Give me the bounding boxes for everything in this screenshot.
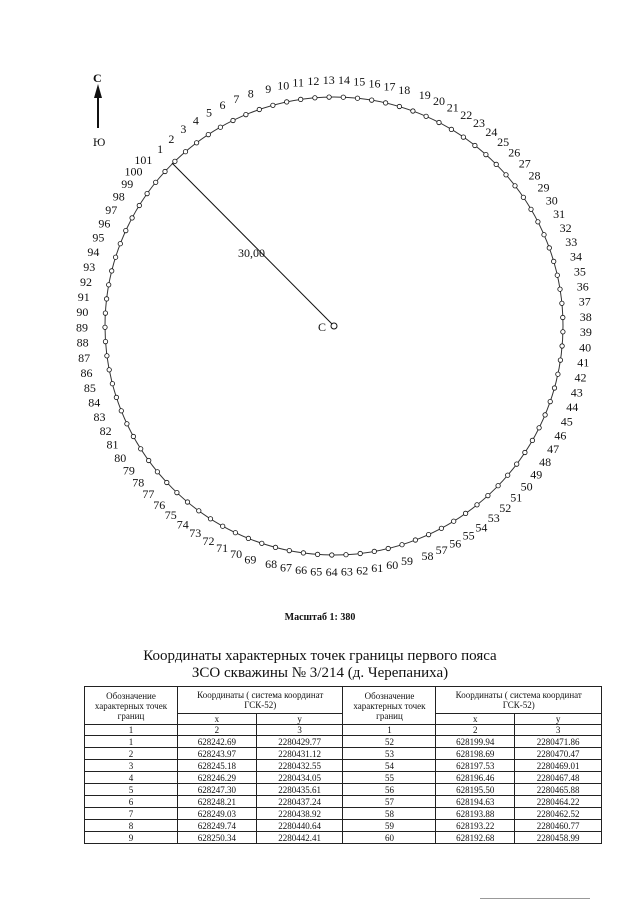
boundary-point: [165, 480, 169, 484]
boundary-point-label: 85: [83, 381, 96, 395]
cell-y: 2280470.47: [515, 748, 602, 760]
boundary-point-label: 86: [80, 366, 93, 381]
boundary-point: [452, 519, 456, 523]
boundary-point-label: 88: [76, 335, 89, 350]
boundary-point: [543, 413, 547, 417]
boundary-point: [529, 207, 533, 211]
cell-y: 2280460.77: [515, 820, 602, 832]
boundary-point: [537, 426, 541, 430]
boundary-point-label: 64: [325, 565, 338, 579]
boundary-point: [208, 517, 212, 521]
boundary-point-label: 11: [292, 75, 304, 90]
boundary-point-label: 29: [537, 180, 550, 195]
boundary-point: [197, 509, 201, 513]
boundary-point: [107, 283, 111, 287]
col-num-3b: 3: [515, 725, 602, 736]
col-num-2b: 2: [436, 725, 515, 736]
boundary-point-label: 32: [559, 220, 572, 235]
boundary-point-label: 71: [216, 541, 229, 555]
boundary-point: [118, 242, 122, 246]
cell-point: 8: [85, 820, 178, 832]
col-num-3: 3: [256, 725, 343, 736]
col-coords-header-2: Координаты ( система координат ГСК-52): [436, 687, 602, 714]
boundary-point-label: 66: [295, 562, 308, 577]
cell-y: 2280431.12: [256, 748, 343, 760]
col-point-header-2: Обозначение характерных точек границ: [343, 687, 436, 725]
boundary-point-label: 2: [168, 131, 175, 146]
boundary-point-label: 33: [565, 235, 578, 250]
cell-point: 1: [85, 736, 178, 748]
boundary-point: [341, 95, 345, 99]
page-title: [0, 648, 640, 682]
footer-divider: [480, 898, 590, 899]
boundary-point-label: 87: [78, 351, 91, 365]
boundary-point: [301, 551, 305, 555]
cell-y: 2280442.41: [256, 832, 343, 844]
cell-y: 2280434.05: [256, 772, 343, 784]
boundary-point-label: 49: [530, 467, 543, 482]
cell-x: 628192.68: [436, 832, 515, 844]
boundary-point-label: 61: [371, 561, 384, 576]
boundary-point: [555, 273, 559, 277]
north-label: С: [93, 71, 102, 85]
boundary-point: [372, 549, 376, 553]
boundary-point-label: 53: [487, 511, 500, 526]
north-arrow-icon: [93, 71, 105, 149]
boundary-point: [175, 490, 179, 494]
boundary-point: [231, 118, 235, 122]
cell-x: 628246.29: [178, 772, 257, 784]
boundary-point: [137, 203, 141, 207]
boundary-point-label: 41: [577, 355, 590, 370]
boundary-point-label: 96: [98, 216, 111, 231]
boundary-point: [110, 269, 114, 273]
boundary-point: [113, 255, 117, 259]
cell-x: 628199.94: [436, 736, 515, 748]
boundary-point: [107, 368, 111, 372]
boundary-point-label: 21: [446, 100, 459, 115]
boundary-point-label: 69: [244, 552, 257, 567]
boundary-point-label: 43: [570, 385, 583, 400]
cell-x: 628249.74: [178, 820, 257, 832]
boundary-point-label: 31: [553, 207, 566, 222]
cell-point: 52: [343, 736, 436, 748]
boundary-point-label: 4: [192, 113, 199, 128]
boundary-point: [110, 382, 114, 386]
boundary-point: [119, 409, 123, 413]
cell-x: 628249.03: [178, 808, 257, 820]
boundary-point-label: 10: [277, 78, 290, 93]
boundary-point-label: 36: [576, 279, 589, 294]
boundary-point: [103, 311, 107, 315]
boundary-point: [548, 399, 552, 403]
boundary-point: [461, 135, 465, 139]
col-num-2: 2: [178, 725, 257, 736]
boundary-point: [552, 386, 556, 390]
cell-y: 2280471.86: [515, 736, 602, 748]
boundary-point-label: 51: [510, 490, 523, 505]
col-point-header: Обозначение характерных точек границ: [85, 687, 178, 725]
boundary-point-label: 12: [307, 73, 320, 88]
col-num-1b: 1: [343, 725, 436, 736]
cell-point: 59: [343, 820, 436, 832]
boundary-point-label: 7: [233, 91, 240, 106]
cell-y: 2280462.52: [515, 808, 602, 820]
boundary-point: [506, 473, 510, 477]
boundary-point: [287, 548, 291, 552]
boundary-point: [530, 438, 534, 442]
boundary-point: [163, 169, 167, 173]
boundary-point: [504, 173, 508, 177]
boundary-point: [315, 552, 319, 556]
boundary-point: [246, 536, 250, 540]
cell-point: 5: [85, 784, 178, 796]
col-coords-header: Координаты ( система координат ГСК-52): [178, 687, 343, 714]
boundary-point: [313, 96, 317, 100]
center-label: С: [318, 320, 327, 334]
table-row: [85, 832, 602, 844]
boundary-point-label: 82: [99, 424, 112, 439]
boundary-point-label: 39: [579, 325, 592, 340]
boundary-point: [383, 101, 387, 105]
table-row: [85, 760, 602, 772]
boundary-point: [147, 458, 151, 462]
boundary-point-label: 91: [77, 289, 90, 304]
boundary-point-label: 95: [92, 230, 105, 245]
boundary-point-label: 72: [202, 534, 215, 548]
boundary-point-label: 24: [485, 125, 498, 140]
boundary-point-label: 56: [449, 536, 462, 551]
boundary-point-label: 48: [539, 454, 552, 469]
boundary-point: [185, 500, 189, 504]
boundary-point: [473, 143, 477, 147]
boundary-point: [424, 114, 428, 118]
cell-y: 2280458.99: [515, 832, 602, 844]
table-row: [85, 784, 602, 796]
cell-y: 2280440.64: [256, 820, 343, 832]
boundary-point: [484, 152, 488, 156]
boundary-point-label: 59: [401, 553, 413, 568]
cell-x: 628194.63: [436, 796, 515, 808]
boundary-point-label: 65: [310, 564, 323, 579]
boundary-point: [558, 287, 562, 291]
boundary-point-label: 46: [554, 428, 567, 443]
boundary-point-label: 22: [460, 107, 473, 122]
cell-x: 628197.53: [436, 760, 515, 772]
boundary-point-label: 44: [566, 400, 579, 415]
boundary-point: [327, 95, 331, 99]
boundary-point-label: 81: [106, 437, 119, 452]
boundary-point: [561, 315, 565, 319]
boundary-point-label: 75: [164, 508, 177, 523]
boundary-point: [437, 120, 441, 124]
boundary-point-label: 47: [547, 441, 560, 456]
boundary-point-label: 52: [499, 501, 512, 516]
boundary-point: [560, 301, 564, 305]
boundary-point-label: 99: [121, 176, 134, 191]
cell-x: 628243.97: [178, 748, 257, 760]
boundary-point-label: 40: [579, 340, 592, 355]
cell-y: 2280429.77: [256, 736, 343, 748]
cell-x: 628247.30: [178, 784, 257, 796]
boundary-point: [105, 354, 109, 358]
boundary-point: [542, 233, 546, 237]
boundary-point-label: 37: [578, 294, 591, 309]
cell-point: 56: [343, 784, 436, 796]
boundary-point: [358, 551, 362, 555]
boundary-point-label: 55: [462, 528, 475, 543]
cell-x: 628198.69: [436, 748, 515, 760]
radius-line: [172, 163, 334, 326]
boundary-point-label: 25: [497, 134, 510, 149]
boundary-point: [386, 546, 390, 550]
boundary-point-label: 18: [398, 83, 411, 98]
boundary-point: [449, 127, 453, 131]
boundary-point: [523, 450, 527, 454]
boundary-point-label: 8: [247, 86, 254, 101]
boundary-point-label: 67: [280, 560, 292, 575]
boundary-point: [260, 541, 264, 545]
boundary-point: [355, 96, 359, 100]
boundary-point-label: 23: [473, 116, 485, 131]
boundary-point: [173, 159, 177, 163]
boundary-point-label: 16: [368, 76, 381, 91]
boundary-point: [131, 434, 135, 438]
cell-point: 60: [343, 832, 436, 844]
boundary-point-label: 1: [157, 142, 164, 156]
boundary-point: [206, 132, 210, 136]
boundary-point: [271, 103, 275, 107]
col-y-header-2: y: [515, 714, 602, 725]
boundary-point-label: 6: [219, 98, 226, 113]
boundary-point: [536, 220, 540, 224]
boundary-point: [496, 484, 500, 488]
boundary-point: [439, 526, 443, 530]
cell-y: 2280469.01: [515, 760, 602, 772]
boundary-point: [221, 524, 225, 528]
boundary-point: [413, 538, 417, 542]
cell-point: 57: [343, 796, 436, 808]
col-x-header: x: [178, 714, 257, 725]
boundary-point: [552, 259, 556, 263]
cell-x: 628193.88: [436, 808, 515, 820]
boundary-point: [330, 553, 334, 557]
boundary-point-label: 58: [421, 548, 434, 563]
boundary-point-label: 100: [124, 164, 143, 179]
boundary-point: [273, 545, 277, 549]
boundary-point-label: 30: [545, 193, 558, 208]
boundary-point: [397, 104, 401, 108]
boundary-point-label: 79: [122, 463, 135, 478]
cell-point: 54: [343, 760, 436, 772]
table-row: [85, 748, 602, 760]
boundary-point-label: 73: [189, 526, 202, 541]
boundary-point: [547, 246, 551, 250]
boundary-point: [139, 447, 143, 451]
col-y-header: y: [256, 714, 343, 725]
boundary-point-label: 68: [265, 556, 278, 571]
boundary-point: [558, 358, 562, 362]
boundary-point: [244, 112, 248, 116]
boundary-point-label: 93: [83, 259, 96, 274]
boundary-point: [521, 195, 525, 199]
table-row: [85, 808, 602, 820]
boundary-point-label: 57: [435, 543, 448, 557]
boundary-point-label: 77: [142, 487, 155, 502]
boundary-point: [124, 228, 128, 232]
boundary-point-label: 42: [574, 370, 587, 385]
boundary-point-label: 50: [520, 479, 533, 494]
boundary-point: [560, 344, 564, 348]
boundary-point: [103, 325, 107, 329]
table-row: [85, 736, 602, 748]
cell-x: 628195.50: [436, 784, 515, 796]
south-label: Ю: [93, 135, 106, 149]
center-point: [331, 323, 337, 329]
boundary-point-label: 90: [76, 305, 89, 320]
boundary-point: [125, 422, 129, 426]
boundary-point-label: 27: [518, 156, 531, 171]
title-line-2: ЗСО скважины № 3/214 (д. Черепаниха): [191, 665, 449, 681]
boundary-point: [155, 470, 159, 474]
cell-point: 9: [85, 832, 178, 844]
cell-x: 628196.46: [436, 772, 515, 784]
cell-y: 2280464.22: [515, 796, 602, 808]
boundary-point: [344, 553, 348, 557]
boundary-point: [130, 216, 134, 220]
boundary-point: [486, 493, 490, 497]
boundary-point: [426, 532, 430, 536]
boundary-point-label: 17: [383, 79, 396, 94]
boundary-point-label: 9: [265, 81, 272, 96]
scale-text: Масштаб 1: 380: [284, 612, 356, 623]
cell-point: 7: [85, 808, 178, 820]
cell-y: 2280437.24: [256, 796, 343, 808]
radius-label: 30,00: [238, 246, 265, 260]
boundary-point-label: 14: [338, 73, 350, 88]
boundary-point-label: 26: [508, 145, 521, 160]
coordinates-table: [84, 686, 602, 844]
cell-y: 2280432.55: [256, 760, 343, 772]
boundary-point-label: 80: [114, 450, 127, 465]
boundary-point-label: 98: [112, 189, 125, 204]
cell-point: 6: [85, 796, 178, 808]
boundary-point: [285, 100, 289, 104]
boundary-point: [370, 98, 374, 102]
boundary-point: [494, 162, 498, 166]
boundary-point-label: 62: [356, 563, 369, 578]
cell-y: 2280438.92: [256, 808, 343, 820]
cell-y: 2280435.61: [256, 784, 343, 796]
boundary-point: [556, 372, 560, 376]
boundary-point: [194, 141, 198, 145]
boundary-point-label: 83: [93, 410, 106, 424]
cell-y: 2280467.48: [515, 772, 602, 784]
boundary-point-label: 45: [560, 414, 573, 429]
boundary-point-label: 38: [579, 309, 592, 324]
cell-x: 628245.18: [178, 760, 257, 772]
cell-point: 58: [343, 808, 436, 820]
boundary-point: [561, 330, 565, 334]
boundary-point: [145, 191, 149, 195]
boundary-point-label: 78: [132, 475, 145, 490]
cell-x: 628250.34: [178, 832, 257, 844]
boundary-point-label: 70: [230, 547, 243, 562]
boundary-point: [463, 511, 467, 515]
boundary-point-label: 28: [528, 168, 541, 183]
boundary-point-label: 89: [76, 320, 88, 335]
boundary-point: [411, 109, 415, 113]
boundary-point-label: 63: [340, 564, 353, 579]
boundary-point-label: 60: [386, 558, 399, 572]
boundary-point: [513, 184, 517, 188]
boundary-point-label: 13: [322, 73, 335, 88]
boundary-point-label: 84: [88, 395, 101, 410]
boundary-point: [104, 297, 108, 301]
cell-point: 2: [85, 748, 178, 760]
boundary-point: [218, 125, 222, 129]
cell-x: 628248.21: [178, 796, 257, 808]
boundary-point: [154, 180, 158, 184]
boundary-point: [299, 97, 303, 101]
boundary-point-label: 34: [570, 249, 582, 264]
boundary-point: [114, 395, 118, 399]
boundary-point-label: 97: [105, 202, 118, 217]
boundary-point: [103, 339, 107, 343]
boundary-point-label: 35: [573, 264, 586, 279]
cell-point: 55: [343, 772, 436, 784]
col-num-1: 1: [85, 725, 178, 736]
boundary-point-label: 54: [475, 520, 488, 535]
cell-x: 628193.22: [436, 820, 515, 832]
cell-y: 2280465.88: [515, 784, 602, 796]
cell-point: 53: [343, 748, 436, 760]
boundary-point: [233, 531, 237, 535]
col-x-header-2: x: [436, 714, 515, 725]
table-row: [85, 820, 602, 832]
table-row: [85, 796, 602, 808]
boundary-point-label: 76: [153, 498, 166, 512]
boundary-point: [400, 543, 404, 547]
cell-x: 628242.69: [178, 736, 257, 748]
boundary-point-label: 3: [180, 122, 187, 137]
boundary-point-label: 15: [353, 74, 366, 89]
boundary-point-label: 94: [87, 245, 100, 260]
boundary-point-label: 74: [176, 517, 189, 532]
boundary-point: [257, 107, 261, 111]
boundary-point: [183, 150, 187, 154]
boundary-point-label: 19: [418, 88, 431, 103]
boundary-point-label: 101: [134, 153, 153, 167]
boundary-point: [475, 503, 479, 507]
cell-point: 4: [85, 772, 178, 784]
table-row: [85, 772, 602, 784]
boundary-point-label: 20: [433, 93, 445, 108]
boundary-point-label: 5: [206, 105, 212, 120]
boundary-point: [515, 462, 519, 466]
cell-point: 3: [85, 760, 178, 772]
title-line-1: Координаты характерных точек границы первого пояса: [143, 648, 497, 664]
boundary-point-label: 92: [80, 274, 92, 289]
